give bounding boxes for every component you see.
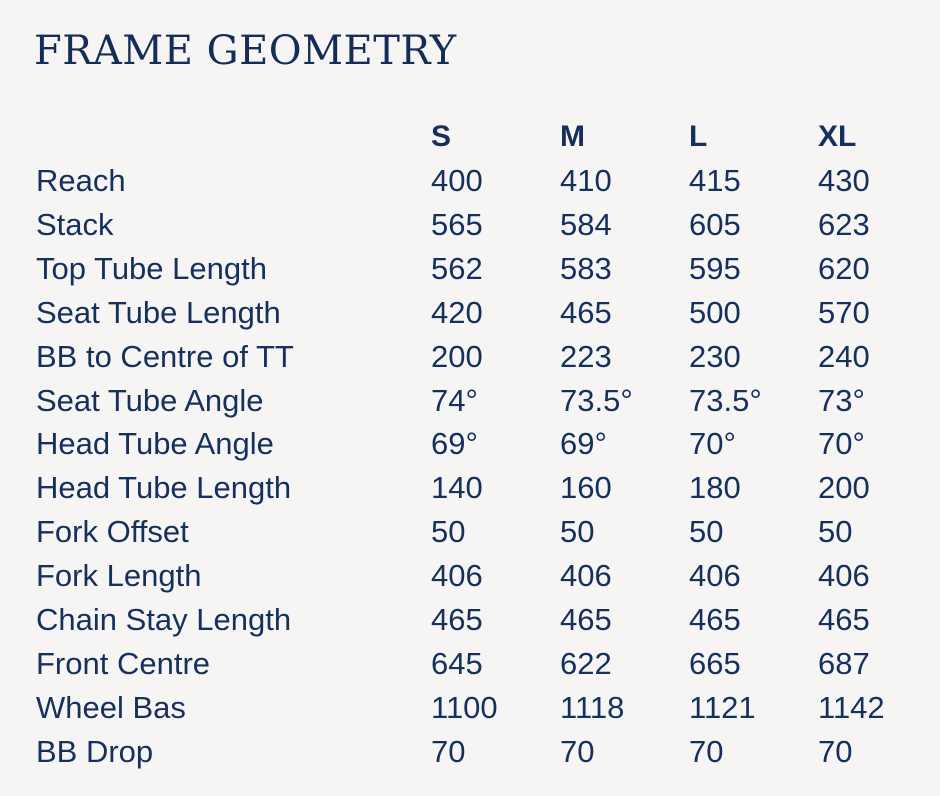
- size-header: L: [689, 120, 708, 153]
- row-value: 223: [560, 339, 612, 374]
- row-label: Chain Stay Length: [36, 602, 292, 637]
- row-value: 645: [431, 646, 483, 681]
- row-label: Fork Length: [36, 558, 202, 593]
- row-value: 70: [818, 734, 853, 769]
- row-value: 1100: [431, 690, 498, 725]
- row-label: Reach: [36, 163, 126, 198]
- row-value: 50: [560, 514, 595, 549]
- row-value: 465: [818, 602, 870, 637]
- row-value: 70: [431, 734, 466, 769]
- row-label: BB to Centre of TT: [36, 339, 294, 374]
- row-value: 465: [431, 602, 483, 637]
- row-label: BB Drop: [36, 734, 154, 769]
- row-value: 595: [689, 251, 741, 286]
- row-value: 70: [560, 734, 595, 769]
- row-value: 465: [560, 602, 612, 637]
- row-value: 50: [689, 514, 724, 549]
- row-value: 1121: [689, 690, 756, 725]
- row-value: 465: [689, 602, 741, 637]
- row-value: 500: [689, 295, 741, 330]
- row-value: 200: [431, 339, 483, 374]
- row-value: 240: [818, 339, 870, 374]
- row-value: 50: [431, 514, 466, 549]
- row-value: 74°: [431, 383, 478, 418]
- row-value: 562: [431, 251, 483, 286]
- row-value: 73.5°: [560, 383, 633, 418]
- row-value: 584: [560, 207, 612, 242]
- row-label: Head Tube Length: [36, 470, 292, 505]
- row-value: 415: [689, 163, 741, 198]
- row-label: Stack: [36, 207, 114, 242]
- row-value: 180: [689, 470, 741, 505]
- row-value: 583: [560, 251, 612, 286]
- row-value: 1118: [560, 690, 625, 725]
- row-value: 605: [689, 207, 741, 242]
- row-value: 420: [431, 295, 483, 330]
- row-value: 69°: [431, 426, 478, 461]
- page-title: FRAME GEOMETRY: [34, 28, 457, 74]
- row-value: 400: [431, 163, 483, 198]
- row-value: 70°: [818, 426, 865, 461]
- row-label: Head Tube Angle: [36, 426, 274, 461]
- row-label: Seat Tube Length: [36, 295, 281, 330]
- row-label: Wheel Bas: [36, 690, 186, 725]
- row-value: 570: [818, 295, 870, 330]
- row-label: Front Centre: [36, 646, 211, 681]
- row-value: 50: [818, 514, 853, 549]
- row-value: 73°: [818, 383, 865, 418]
- row-value: 665: [689, 646, 741, 681]
- row-value: 230: [689, 339, 741, 374]
- row-value: 687: [818, 646, 870, 681]
- size-header: S: [431, 120, 452, 153]
- row-value: 70: [689, 734, 724, 769]
- size-header: M: [560, 120, 585, 153]
- row-value: 406: [431, 558, 483, 593]
- row-value: 623: [818, 207, 870, 242]
- row-value: 140: [431, 470, 483, 505]
- size-header: XL: [818, 120, 857, 153]
- row-value: 565: [431, 207, 483, 242]
- row-label: Seat Tube Angle: [36, 383, 264, 418]
- row-value: 70°: [689, 426, 736, 461]
- row-value: 1142: [818, 690, 885, 725]
- row-label: Fork Offset: [36, 514, 189, 549]
- row-value: 430: [818, 163, 870, 198]
- row-value: 69°: [560, 426, 607, 461]
- row-value: 406: [689, 558, 741, 593]
- row-value: 622: [560, 646, 612, 681]
- row-value: 406: [818, 558, 870, 593]
- row-value: 73.5°: [689, 383, 762, 418]
- row-value: 160: [560, 470, 612, 505]
- row-label: Top Tube Length: [36, 251, 267, 286]
- row-value: 200: [818, 470, 870, 505]
- row-value: 620: [818, 251, 870, 286]
- row-value: 406: [560, 558, 612, 593]
- row-value: 410: [560, 163, 612, 198]
- row-value: 465: [560, 295, 612, 330]
